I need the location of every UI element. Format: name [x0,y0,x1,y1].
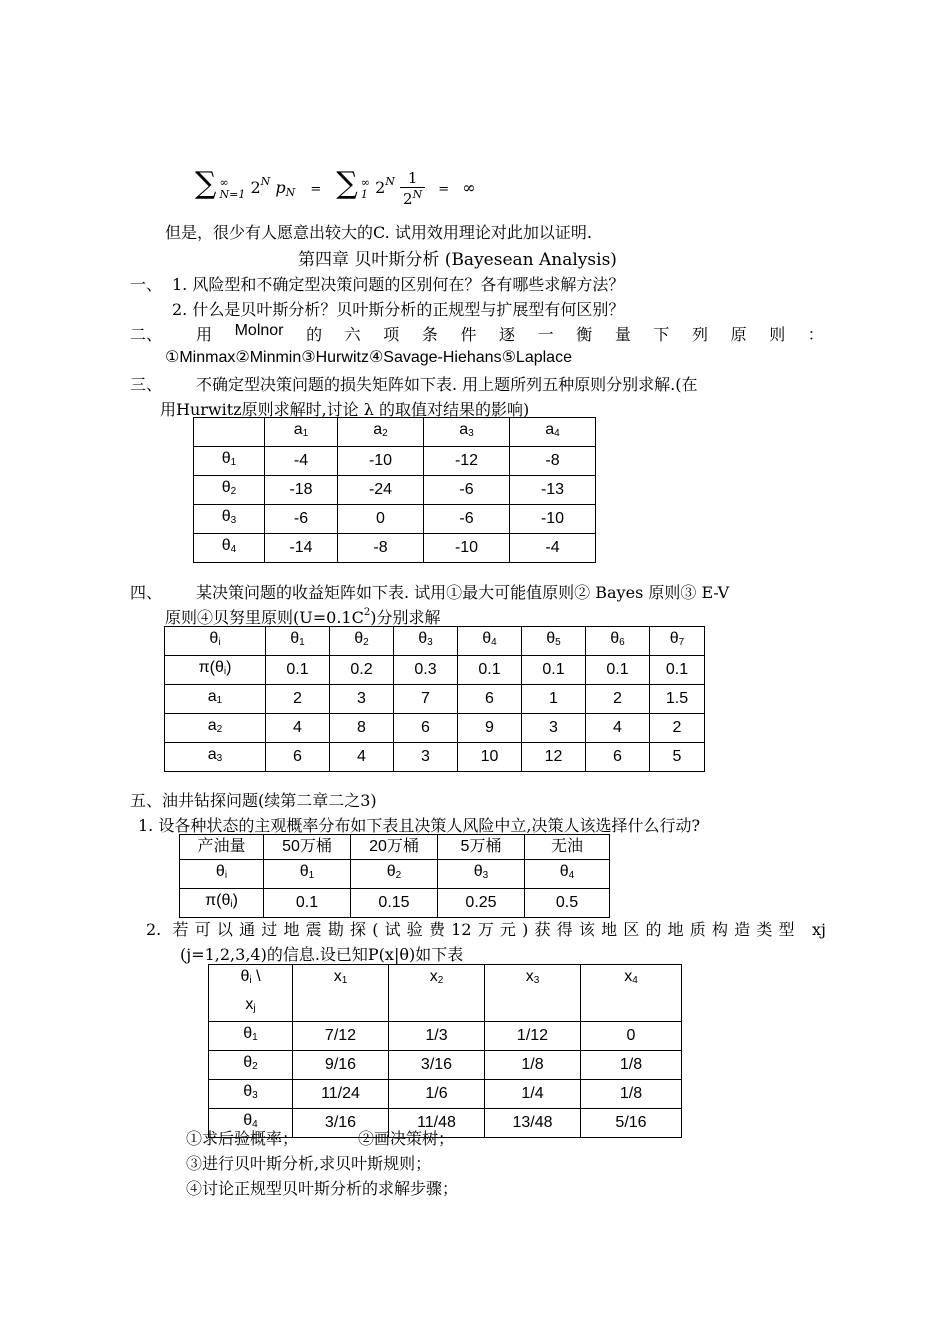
table-cell: 4 [330,743,394,772]
task-4: ④讨论正规型贝叶斯分析的求解步骤； [186,1179,459,1198]
table-cell: 6 [458,685,522,714]
likelihood-table [208,964,682,1138]
table-row [180,860,610,889]
table-cell: $\theta_2$ [351,860,438,889]
equals-sign-2: = [438,182,450,197]
table-row [180,889,610,918]
table-cell: -6 [424,476,510,505]
task-3: ③进行贝叶斯分析,求贝叶斯规则； [186,1154,432,1173]
table-row [194,534,596,563]
table-cell: 8 [330,714,394,743]
table-cell: 13/48 [485,1109,581,1138]
table-cell: -13 [510,476,596,505]
q2-number: 二、 [130,325,163,344]
table-cell: 2 [586,685,650,714]
q2-word: 列 [692,327,709,344]
table-cell: -24 [338,476,424,505]
table-row [165,714,705,743]
table-cell: 3/16 [293,1109,389,1138]
table-cell: 12 [522,743,586,772]
table-row [180,835,610,860]
q5-sub2-line1: 2. 若可以通过地震勘探(试验费12万元)获得该地区的地质构造类型 xj [146,920,826,939]
q3-line2: 用Hurwitz原则求解时,讨论 λ 的取值对结果的影响) [160,400,530,419]
expected-value-formula [195,166,476,216]
table-cell: $a_1$ [265,418,338,447]
q4-line2-superscript: 2 [363,607,371,618]
table-cell: $\theta_i$ [180,860,264,889]
table-cell: 50万桶 [264,835,351,860]
term-base-left: 2 [250,178,261,197]
table-cell: 0 [338,505,424,534]
table-cell: $\theta_2$ [194,476,265,505]
table-cell: 4 [586,714,650,743]
table-cell: $a_3$ [424,418,510,447]
table-cell: -4 [510,534,596,563]
table-cell: 5 [650,743,705,772]
formula-result: ∞ [462,178,476,197]
table-cell: $a_2$ [165,714,266,743]
q2-word: 的 [306,327,323,344]
table-cell: 11/24 [293,1080,389,1109]
q4-line1: 某决策问题的收益矩阵如下表. 试用①最大可能值原则② Bayes 原则③ E-V [196,583,730,602]
table-cell [194,418,265,447]
table-cell: 2 [650,714,705,743]
q2-word: 逐 [499,327,516,344]
table-cell: 0.3 [394,656,458,685]
table-row [209,965,682,1022]
q2-word: 量 [614,327,631,344]
table-cell: $a_2$ [338,418,424,447]
fraction-numerator: 1 [400,169,425,188]
table-cell: 1/8 [485,1051,581,1080]
table-row [165,627,705,656]
table-cell: 0.1 [458,656,522,685]
q2-word: 则 [769,327,786,344]
q2-word: 原 [730,327,747,344]
table-cell: $\theta_4$ [209,1109,293,1138]
table-cell: $\theta_3$ [209,1080,293,1109]
table-cell: $a_1$ [165,685,266,714]
q1-item1: 1. 风险型和不确定型决策问题的区别何在？各有哪些求解方法？ [172,275,625,294]
table-cell: 6 [586,743,650,772]
table-cell: 产油量 [180,835,264,860]
q4-line2-part2: )分别求解 [370,608,441,627]
term-exp-right: N [385,175,395,188]
table-row [209,1080,682,1109]
table-cell: $\theta_i$ \ $x_j$ [209,965,293,1022]
fraction-denominator-exp: N [412,188,423,201]
payoff-matrix-table [164,626,705,772]
table-cell: -10 [510,505,596,534]
table-cell: 0.5 [525,889,610,918]
q5-sub1: 1. 设各种状态的主观概率分布如下表且决策人风险中立,决策人该选择什么行动? [138,816,701,835]
table-cell: 1/3 [389,1022,485,1051]
prior-probability-table [179,834,610,918]
table-cell: -12 [424,447,510,476]
q1-item2: 2. 什么是贝叶斯分析？贝叶斯分析的正规型与扩展型有何区别？ [172,300,625,319]
term-base-right: 2 [375,178,386,197]
table-cell: $\theta_3$ [394,627,458,656]
table-cell: $\theta_3$ [194,505,265,534]
table-cell: $\theta_6$ [586,627,650,656]
table-cell: 1/8 [581,1051,682,1080]
term-exp-left: N [260,175,271,188]
table-row [165,743,705,772]
table-cell: 0.25 [438,889,525,918]
sum-upper-right: ∞ [360,175,371,189]
table-cell: $\theta_2$ [209,1051,293,1080]
table-cell: $x_3$ [485,965,581,1022]
q2-word: 项 [383,327,400,344]
table-cell: 0.1 [522,656,586,685]
task-1: ①求后验概率； [186,1129,299,1148]
table-cell: 2 [266,685,330,714]
table-cell: $\pi(\theta_i)$ [165,656,266,685]
table-cell: 5万桶 [438,835,525,860]
loss-matrix-table [193,417,596,563]
table-cell: 11/48 [389,1109,485,1138]
table-cell: $x_2$ [389,965,485,1022]
table-cell: 4 [266,714,330,743]
q3-line1: 不确定型决策问题的损失矩阵如下表. 用上题所列五种原则分别求解.(在 [196,375,698,394]
chapter-title: 第四章 贝叶斯分析 (Bayesean Analysis) [298,250,617,270]
table-row [209,1022,682,1051]
table-cell: $\theta_2$ [330,627,394,656]
table-cell: $x_4$ [581,965,682,1022]
table-cell: $a_3$ [165,743,266,772]
table-cell: $\theta_i$ [165,627,266,656]
table-cell: 0.1 [586,656,650,685]
table-cell: -18 [265,476,338,505]
table-cell: $\theta_1$ [264,860,351,889]
q2-word: Molnor [234,322,284,339]
task-2: ②画决策树； [358,1129,455,1148]
prob-subscript: N [285,186,296,199]
q1-number: 一、 [130,275,163,294]
q2-word: 件 [460,327,477,344]
table-cell: $\theta_4$ [194,534,265,563]
table-cell: -4 [265,447,338,476]
q3-number: 三、 [130,375,163,394]
q5-sub2-line2: (j=1,2,3,4)的信息.设已知P(x|θ)如下表 [180,945,464,964]
table-cell: $\theta_7$ [650,627,705,656]
table-cell: 6 [394,714,458,743]
table-cell: 1.5 [650,685,705,714]
table-cell: $\theta_1$ [194,447,265,476]
table-cell: 0.1 [650,656,705,685]
q4-line2-part1: 原则④贝努里原则(U=0.1C [165,608,364,627]
table-cell: 3 [394,743,458,772]
table-cell: 3/16 [389,1051,485,1080]
q4-number: 四、 [130,583,163,602]
prob-symbol: p [275,178,286,197]
table-cell: 20万桶 [351,835,438,860]
sum-symbol-right: ∑ [336,166,358,201]
table-cell: 7 [394,685,458,714]
table-row [194,447,596,476]
q2-line1 [196,322,824,345]
table-cell: 0.1 [266,656,330,685]
table-cell: 1 [522,685,586,714]
q2-word: 六 [344,327,361,344]
table-cell: 1/12 [485,1022,581,1051]
table-cell: -14 [265,534,338,563]
intro-line: 但是，很少有人愿意出较大的C. 试用效用理论对此加以证明. [165,223,592,242]
table-cell: -10 [338,447,424,476]
table-cell: -10 [424,534,510,563]
table-cell: $\theta_5$ [522,627,586,656]
sum-upper-left: ∞ [219,175,229,189]
equals-sign-1: = [310,182,322,197]
table-cell: 0 [581,1022,682,1051]
table-cell: -6 [265,505,338,534]
q2-line2: ①Minmax②Minmin③Hurwitz④Savage-Hiehans⑤Laplace [165,349,572,366]
table-cell: -8 [338,534,424,563]
q2-word: 衡 [576,327,593,344]
table-cell: 9 [458,714,522,743]
table-cell: 0.1 [264,889,351,918]
fraction [400,169,425,208]
q2-word: 用 [196,327,213,344]
table-cell: 1/6 [389,1080,485,1109]
table-cell: 1/4 [485,1080,581,1109]
table-cell: 6 [266,743,330,772]
q2-word: 一 [537,327,554,344]
table-cell: $\theta_1$ [266,627,330,656]
table-row [194,418,596,447]
table-cell: 1/8 [581,1080,682,1109]
table-cell: 9/16 [293,1051,389,1080]
table-row [165,685,705,714]
sum-lower-left: N=1 [219,187,246,201]
table-cell: 3 [522,714,586,743]
table-cell: $\theta_3$ [438,860,525,889]
table-cell: 3 [330,685,394,714]
table-cell: $\pi(\theta_i)$ [180,889,264,918]
q2-word: ： [807,327,824,344]
q4-line2 [165,605,440,628]
table-cell: $\theta_4$ [458,627,522,656]
q5-title: 五、油井钻探问题(续第二章二之3) [130,791,377,810]
table-row [165,656,705,685]
q2-word: 下 [653,327,670,344]
table-cell: $a_4$ [510,418,596,447]
sum-symbol-left: ∑ [195,166,217,201]
fraction-denominator-base: 2 [403,190,413,208]
table-cell: 7/12 [293,1022,389,1051]
sum-lower-right: 1 [360,187,368,201]
table-row [209,1051,682,1080]
table-cell: 0.15 [351,889,438,918]
table-cell: $\theta_4$ [525,860,610,889]
table-cell: 10 [458,743,522,772]
table-cell: 0.2 [330,656,394,685]
table-cell: -6 [424,505,510,534]
q2-word: 条 [421,327,438,344]
table-row [194,505,596,534]
table-cell: -8 [510,447,596,476]
table-cell: $\theta_1$ [209,1022,293,1051]
table-cell: 5/16 [581,1109,682,1138]
table-row [194,476,596,505]
table-cell: 无油 [525,835,610,860]
table-cell: $x_1$ [293,965,389,1022]
